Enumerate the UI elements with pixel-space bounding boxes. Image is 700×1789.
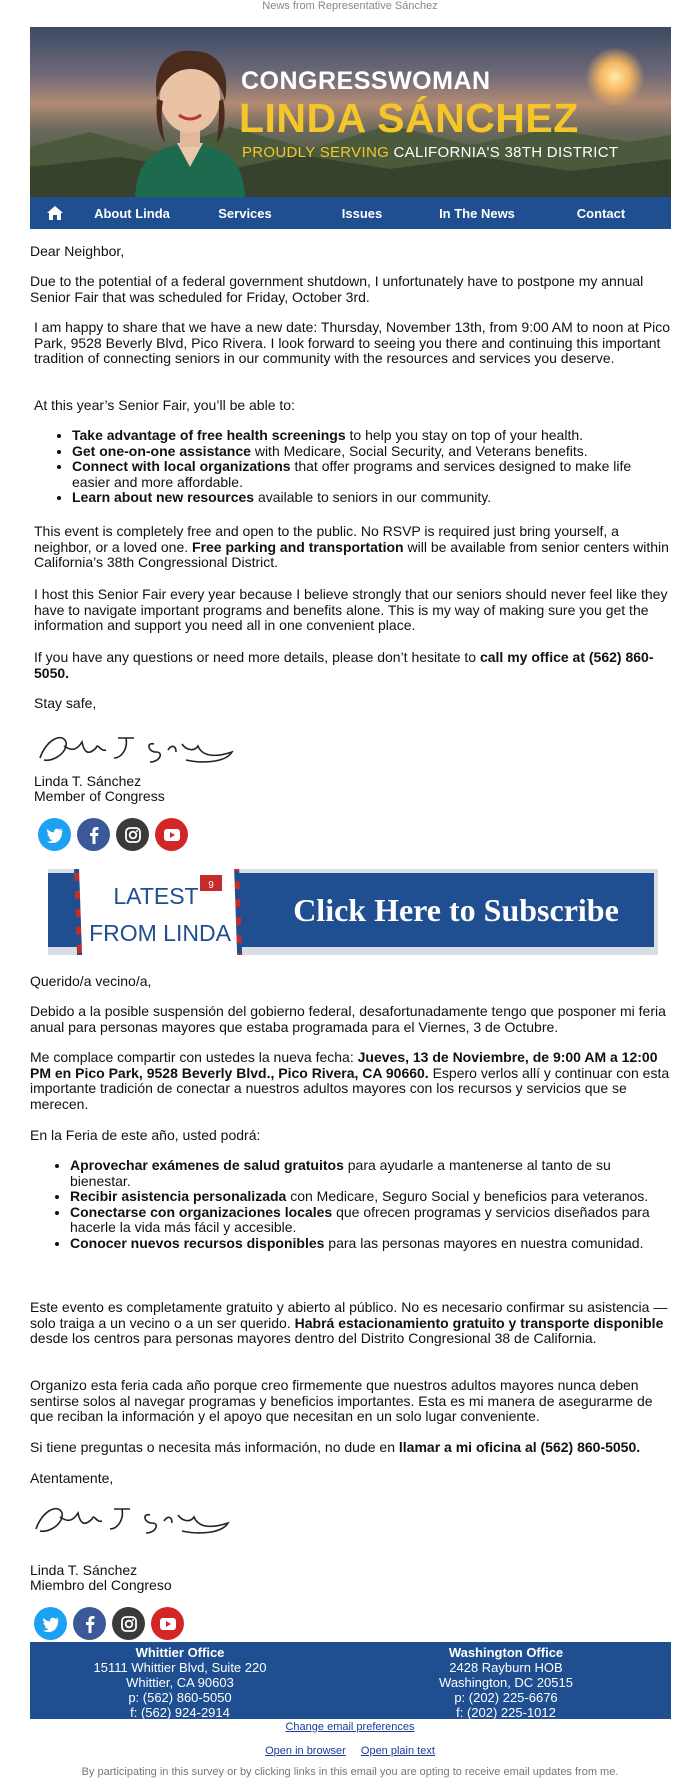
home-icon xyxy=(46,205,64,221)
tagline-highlight: PROUDLY SERVING xyxy=(242,144,390,161)
en-greeting: Dear Neighbor, xyxy=(30,243,125,259)
en-p4-bold: Free parking and transportation xyxy=(192,538,404,555)
en-paragraph-6 xyxy=(34,650,674,681)
en-bullet xyxy=(72,444,672,460)
youtube-icon[interactable] xyxy=(151,1607,184,1640)
stamp-line2: FROM LINDA xyxy=(89,920,231,946)
es-bullet-bold: Conectarse con organizaciones locales xyxy=(70,1203,333,1220)
twitter-icon[interactable] xyxy=(34,1607,67,1640)
es-p2-text-a: Me complace compartir con ustedes la nueva fecha: xyxy=(30,1049,358,1065)
washington-heading: Washington Office xyxy=(448,1645,564,1660)
es-p6-text: Si tiene preguntas o necesita más información, no dude en xyxy=(30,1439,399,1455)
en-bullet-text: that offer programs and services designed to make life easier and more affordable. xyxy=(72,458,632,490)
facebook-icon[interactable] xyxy=(73,1607,106,1640)
en-bullet-bold: Learn about new resources xyxy=(72,489,255,505)
signature-image xyxy=(36,728,236,770)
en-bullet xyxy=(72,459,672,490)
whittier-phone: p: (562) 860-5050 xyxy=(128,1690,232,1705)
congresswoman-portrait xyxy=(125,39,255,197)
es-bullet-bold: Conocer nuevos recursos disponibles xyxy=(70,1234,325,1251)
es-signature-name: Linda T. Sánchez xyxy=(30,1562,138,1578)
washington-office xyxy=(356,1645,656,1720)
facebook-icon[interactable] xyxy=(77,818,110,851)
es-paragraph-5: Organizo esta feria cada año porque creo firmemente que nuestros adultos mayores nunca deben sentirse solos al navegar programas y beneficios importantes. Esta es mi manera de asegurarme de que reciban la información y el apoyo que necesitan en un solo lugar conveniente. xyxy=(30,1377,653,1424)
banner-title-line1: CONGRESSWOMAN xyxy=(241,67,491,95)
es-p2-text-b: Espero verlos allí y continuar con esta importante tradición de conectar a nuestros adultos mayores con los recursos y servicios que se merecen. xyxy=(30,1064,670,1112)
svg-text:9: 9 xyxy=(208,880,214,891)
es-bullet-text: para las personas mayores en nuestra comunidad. xyxy=(324,1234,644,1251)
banner-name: LINDA SÁNCHEZ xyxy=(239,95,579,141)
en-paragraph-2: I am happy to share that we have a new date: Thursday, November 13th, from 9:00 AM to noon at Pico Park, 9528 Beverly Blvd, Pico Rivera. I look forward to seeing you there and continuing this important tradition of connecting seniors in our community with the resources and services you deserve. xyxy=(34,319,671,366)
en-p6-text: If you have any questions or need more details, please don’t hesitate to xyxy=(34,649,480,665)
es-p6-phone: llamar a mi oficina al (562) 860-5050. xyxy=(398,1439,641,1455)
banner-tagline xyxy=(242,144,618,161)
en-bullet-bold: Connect with local organizations xyxy=(72,458,291,474)
instagram-icon[interactable] xyxy=(116,818,149,851)
es-p4-text-a: Este evento es completamente gratuito y abierto al público. No es necesario confirmar su asistencia — solo traiga a un vecino o a un ser querido. xyxy=(30,1299,668,1331)
en-p6-phone: call my office at (562) 860-5050. xyxy=(34,649,654,681)
en-bullet-list xyxy=(72,428,672,506)
header-banner xyxy=(30,27,671,197)
nav-in-the-news[interactable]: In The News xyxy=(439,205,515,221)
es-p2-bold: Jueves, 13 de Noviembre, de 9:00 AM a 12:00 PM en Pico Park, 9528 Beverly Blvd., Pico Rivera, CA 90660. xyxy=(30,1049,658,1081)
whittier-address-1: 15111 Whittier Blvd, Suite 220 xyxy=(93,1660,267,1675)
en-signature-name: Linda T. Sánchez xyxy=(34,773,142,789)
sunset-glow xyxy=(585,47,645,107)
main-nav xyxy=(30,197,671,229)
latest-from-linda-stamp xyxy=(74,869,242,955)
en-bullet-text: to help you stay on top of your health. xyxy=(345,427,584,443)
preheader-text: News from Representative Sánchez xyxy=(262,0,438,12)
en-bullet-bold: Take advantage of free health screenings xyxy=(72,427,346,443)
en-signature-title: Member of Congress xyxy=(34,788,165,804)
stamp-line1: LATEST xyxy=(113,883,199,909)
nav-contact[interactable]: Contact xyxy=(576,205,626,221)
es-greeting: Querido/a vecino/a, xyxy=(30,973,152,989)
es-paragraph-1: Debido a la posible suspensión del gobierno federal, desafortunadamente tengo que posponer mi feria anual para personas mayores que estaba programada para el Viernes, 3 de Octubre. xyxy=(30,1003,666,1035)
es-bullet-text: con Medicare, Seguro Social y beneficios para veteranos. xyxy=(286,1188,649,1204)
whittier-office xyxy=(30,1645,330,1720)
open-plain-text-link[interactable]: Open plain text xyxy=(360,1745,435,1757)
en-paragraph-3: At this year’s Senior Fair, you’ll be able to: xyxy=(34,397,295,413)
es-bullet-bold: Aprovechar exámenes de salud gratuitos xyxy=(70,1157,344,1173)
whittier-heading: Whittier Office xyxy=(135,1645,225,1660)
en-bullet-bold: Get one-on-one assistance xyxy=(72,442,251,459)
office-footer xyxy=(30,1642,671,1719)
subscribe-cta[interactable]: Click Here to Subscribe xyxy=(293,892,619,928)
en-p4-text-b: will be available from senior centers within California’s 38th Congressional District. xyxy=(34,538,669,570)
en-p4-text-a: This event is completely free and open to the public. No RSVP is required just bring yourself, a neighbor, or a loved one. xyxy=(34,523,619,555)
twitter-icon[interactable] xyxy=(38,818,71,851)
view-links-row xyxy=(0,1745,700,1757)
tagline-rest: CALIFORNIA'S 38TH DISTRICT xyxy=(389,144,619,161)
nav-services[interactable]: Services xyxy=(218,205,272,221)
es-bullet xyxy=(70,1205,660,1236)
es-bullet xyxy=(70,1236,660,1252)
es-bullet xyxy=(70,1189,660,1205)
washington-phone: p: (202) 225-6676 xyxy=(454,1690,558,1705)
change-email-preferences-link[interactable]: Change email preferences xyxy=(285,1721,415,1733)
signature-image xyxy=(32,1499,232,1541)
en-social-links xyxy=(38,818,188,851)
es-bullet-list xyxy=(70,1158,660,1251)
es-bullet xyxy=(70,1158,660,1189)
es-p4-text-b: desde los centros para personas mayores dentro del Distrito Congresional 38 de California. xyxy=(30,1330,597,1346)
en-bullet-text: with Medicare, Social Security, and Veterans benefits. xyxy=(250,442,588,459)
es-social-links xyxy=(34,1607,184,1640)
whittier-address-2: Whittier, CA 90603 xyxy=(126,1675,234,1690)
washington-fax: f: (202) 225-1012 xyxy=(456,1705,556,1720)
subscribe-banner[interactable] xyxy=(48,869,658,955)
es-paragraph-4 xyxy=(30,1300,670,1347)
es-bullet-text: que ofrecen programas y servicios diseñados para hacerle la vida más fácil y accesible. xyxy=(70,1203,650,1235)
preferences-link-row xyxy=(0,1721,700,1733)
open-in-browser-link[interactable]: Open in browser xyxy=(265,1745,346,1757)
es-paragraph-2 xyxy=(30,1050,670,1112)
en-closing: Stay safe, xyxy=(34,695,97,711)
nav-about-linda[interactable]: About Linda xyxy=(94,205,170,221)
washington-address-1: 2428 Rayburn HOB xyxy=(449,1660,563,1675)
es-paragraph-6 xyxy=(30,1440,670,1456)
en-paragraph-4 xyxy=(34,524,674,571)
es-p4-bold: Habrá estacionamiento gratuito y transporte disponible xyxy=(294,1314,664,1331)
en-bullet xyxy=(72,490,672,506)
es-bullet-bold: Recibir asistencia personalizada xyxy=(70,1188,287,1204)
es-signature-title: Miembro del Congreso xyxy=(30,1577,172,1593)
en-bullet-text: available to seniors in our community. xyxy=(254,489,492,505)
es-closing: Atentamente, xyxy=(30,1470,114,1486)
washington-address-2: Washington, DC 20515 xyxy=(439,1675,573,1690)
en-bullet xyxy=(72,428,672,444)
instagram-icon[interactable] xyxy=(112,1607,145,1640)
whittier-fax: f: (562) 924-2914 xyxy=(130,1705,230,1720)
nav-issues[interactable]: Issues xyxy=(341,205,383,221)
home-button[interactable] xyxy=(30,197,80,229)
es-bullet-text: para ayudarle a mantenerse al tanto de su bienestar. xyxy=(70,1157,611,1189)
en-paragraph-5: I host this Senior Fair every year because I believe strongly that our seniors should never feel like they have to navigate important programs and benefits alone. This is my way of making sure you get the information and support you need all in one convenient place. xyxy=(34,586,668,633)
youtube-icon[interactable] xyxy=(155,818,188,851)
es-paragraph-3: En la Feria de este año, usted podrá: xyxy=(30,1127,261,1143)
en-paragraph-1: Due to the potential of a federal government shutdown, I unfortunately have to postpone my annual Senior Fair that was scheduled for Friday, October 3rd. xyxy=(30,273,644,305)
disclaimer-text: By participating in this survey or by clicking links in this email you are opting to receive email updates from me. xyxy=(81,1766,619,1778)
